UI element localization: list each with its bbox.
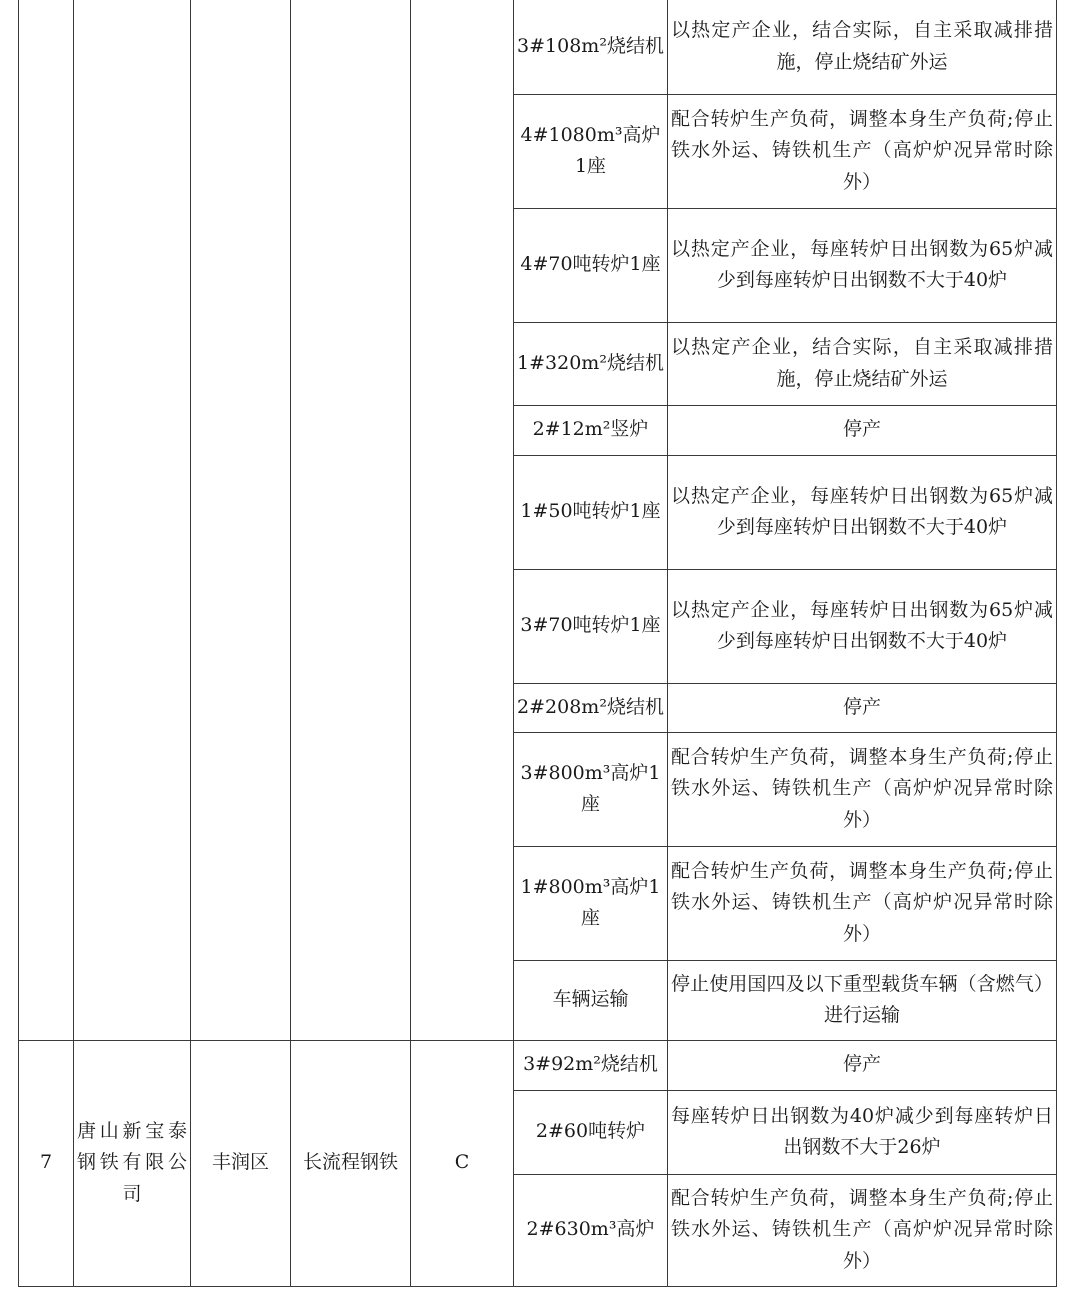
production-unit-cell: 1#320m²烧结机 [514,322,668,405]
production-unit-cell: 2#12m²竖炉 [514,405,668,455]
emission-measures-table [18,0,1057,1287]
control-measure-cell: 以热定产企业，结合实际，自主采取减排措施，停止烧结矿外运 [668,322,1057,405]
control-measure-cell: 配合转炉生产负荷，调整本身生产负荷;停止铁水外运、铸铁机生产（高炉炉况异常时除外） [668,94,1057,208]
company-name-cell: 唐山新宝泰钢铁有限公司 [74,1040,191,1286]
production-unit-cell: 3#108m²烧结机 [514,0,668,94]
production-unit-cell: 1#800m³高炉1座 [514,846,668,960]
control-measure-cell: 配合转炉生产负荷，调整本身生产负荷;停止铁水外运、铸铁机生产（高炉炉况异常时除外） [668,732,1057,846]
control-measure-cell: 以热定产企业，每座转炉日出钢数为65炉减少到每座转炉日出钢数不大于40炉 [668,455,1057,569]
production-unit-cell: 3#92m²烧结机 [514,1040,668,1090]
production-unit-cell: 1#50吨转炉1座 [514,455,668,569]
district-cell: 丰润区 [191,1040,291,1286]
control-measure-cell: 停产 [668,1040,1057,1090]
production-unit-cell: 3#800m³高炉1座 [514,732,668,846]
control-measure-cell: 以热定产企业，每座转炉日出钢数为65炉减少到每座转炉日出钢数不大于40炉 [668,569,1057,683]
control-measure-cell: 配合转炉生产负荷，调整本身生产负荷;停止铁水外运、铸铁机生产（高炉炉况异常时除外） [668,846,1057,960]
production-unit-cell: 4#70吨转炉1座 [514,208,668,322]
company-no-cell: 7 [19,1040,74,1286]
performance-level-cell [411,0,514,1040]
production-unit-cell: 车辆运输 [514,960,668,1040]
control-measure-cell: 以热定产企业，每座转炉日出钢数为65炉减少到每座转炉日出钢数不大于40炉 [668,208,1057,322]
control-measure-cell: 以热定产企业，结合实际，自主采取减排措施，停止烧结矿外运 [668,0,1057,94]
control-measure-cell: 停产 [668,683,1057,732]
control-measure-cell: 停止使用国四及以下重型载货车辆（含燃气）进行运输 [668,960,1057,1040]
production-unit-cell: 2#60吨转炉 [514,1090,668,1174]
district-cell [191,0,291,1040]
control-measure-cell: 配合转炉生产负荷，调整本身生产负荷;停止铁水外运、铸铁机生产（高炉炉况异常时除外） [668,1174,1057,1286]
control-measure-cell: 每座转炉日出钢数为40炉减少到每座转炉日出钢数不大于26炉 [668,1090,1057,1174]
control-measure-cell: 停产 [668,405,1057,455]
production-unit-cell: 4#1080m³高炉1座 [514,94,668,208]
enterprise-type-cell: 长流程钢铁 [291,1040,411,1286]
production-unit-cell: 3#70吨转炉1座 [514,569,668,683]
production-unit-cell: 2#208m²烧结机 [514,683,668,732]
company-no-cell [19,0,74,1040]
company-name-cell [74,0,191,1040]
enterprise-type-cell [291,0,411,1040]
production-unit-cell: 2#630m³高炉 [514,1174,668,1286]
performance-level-cell: C [411,1040,514,1286]
